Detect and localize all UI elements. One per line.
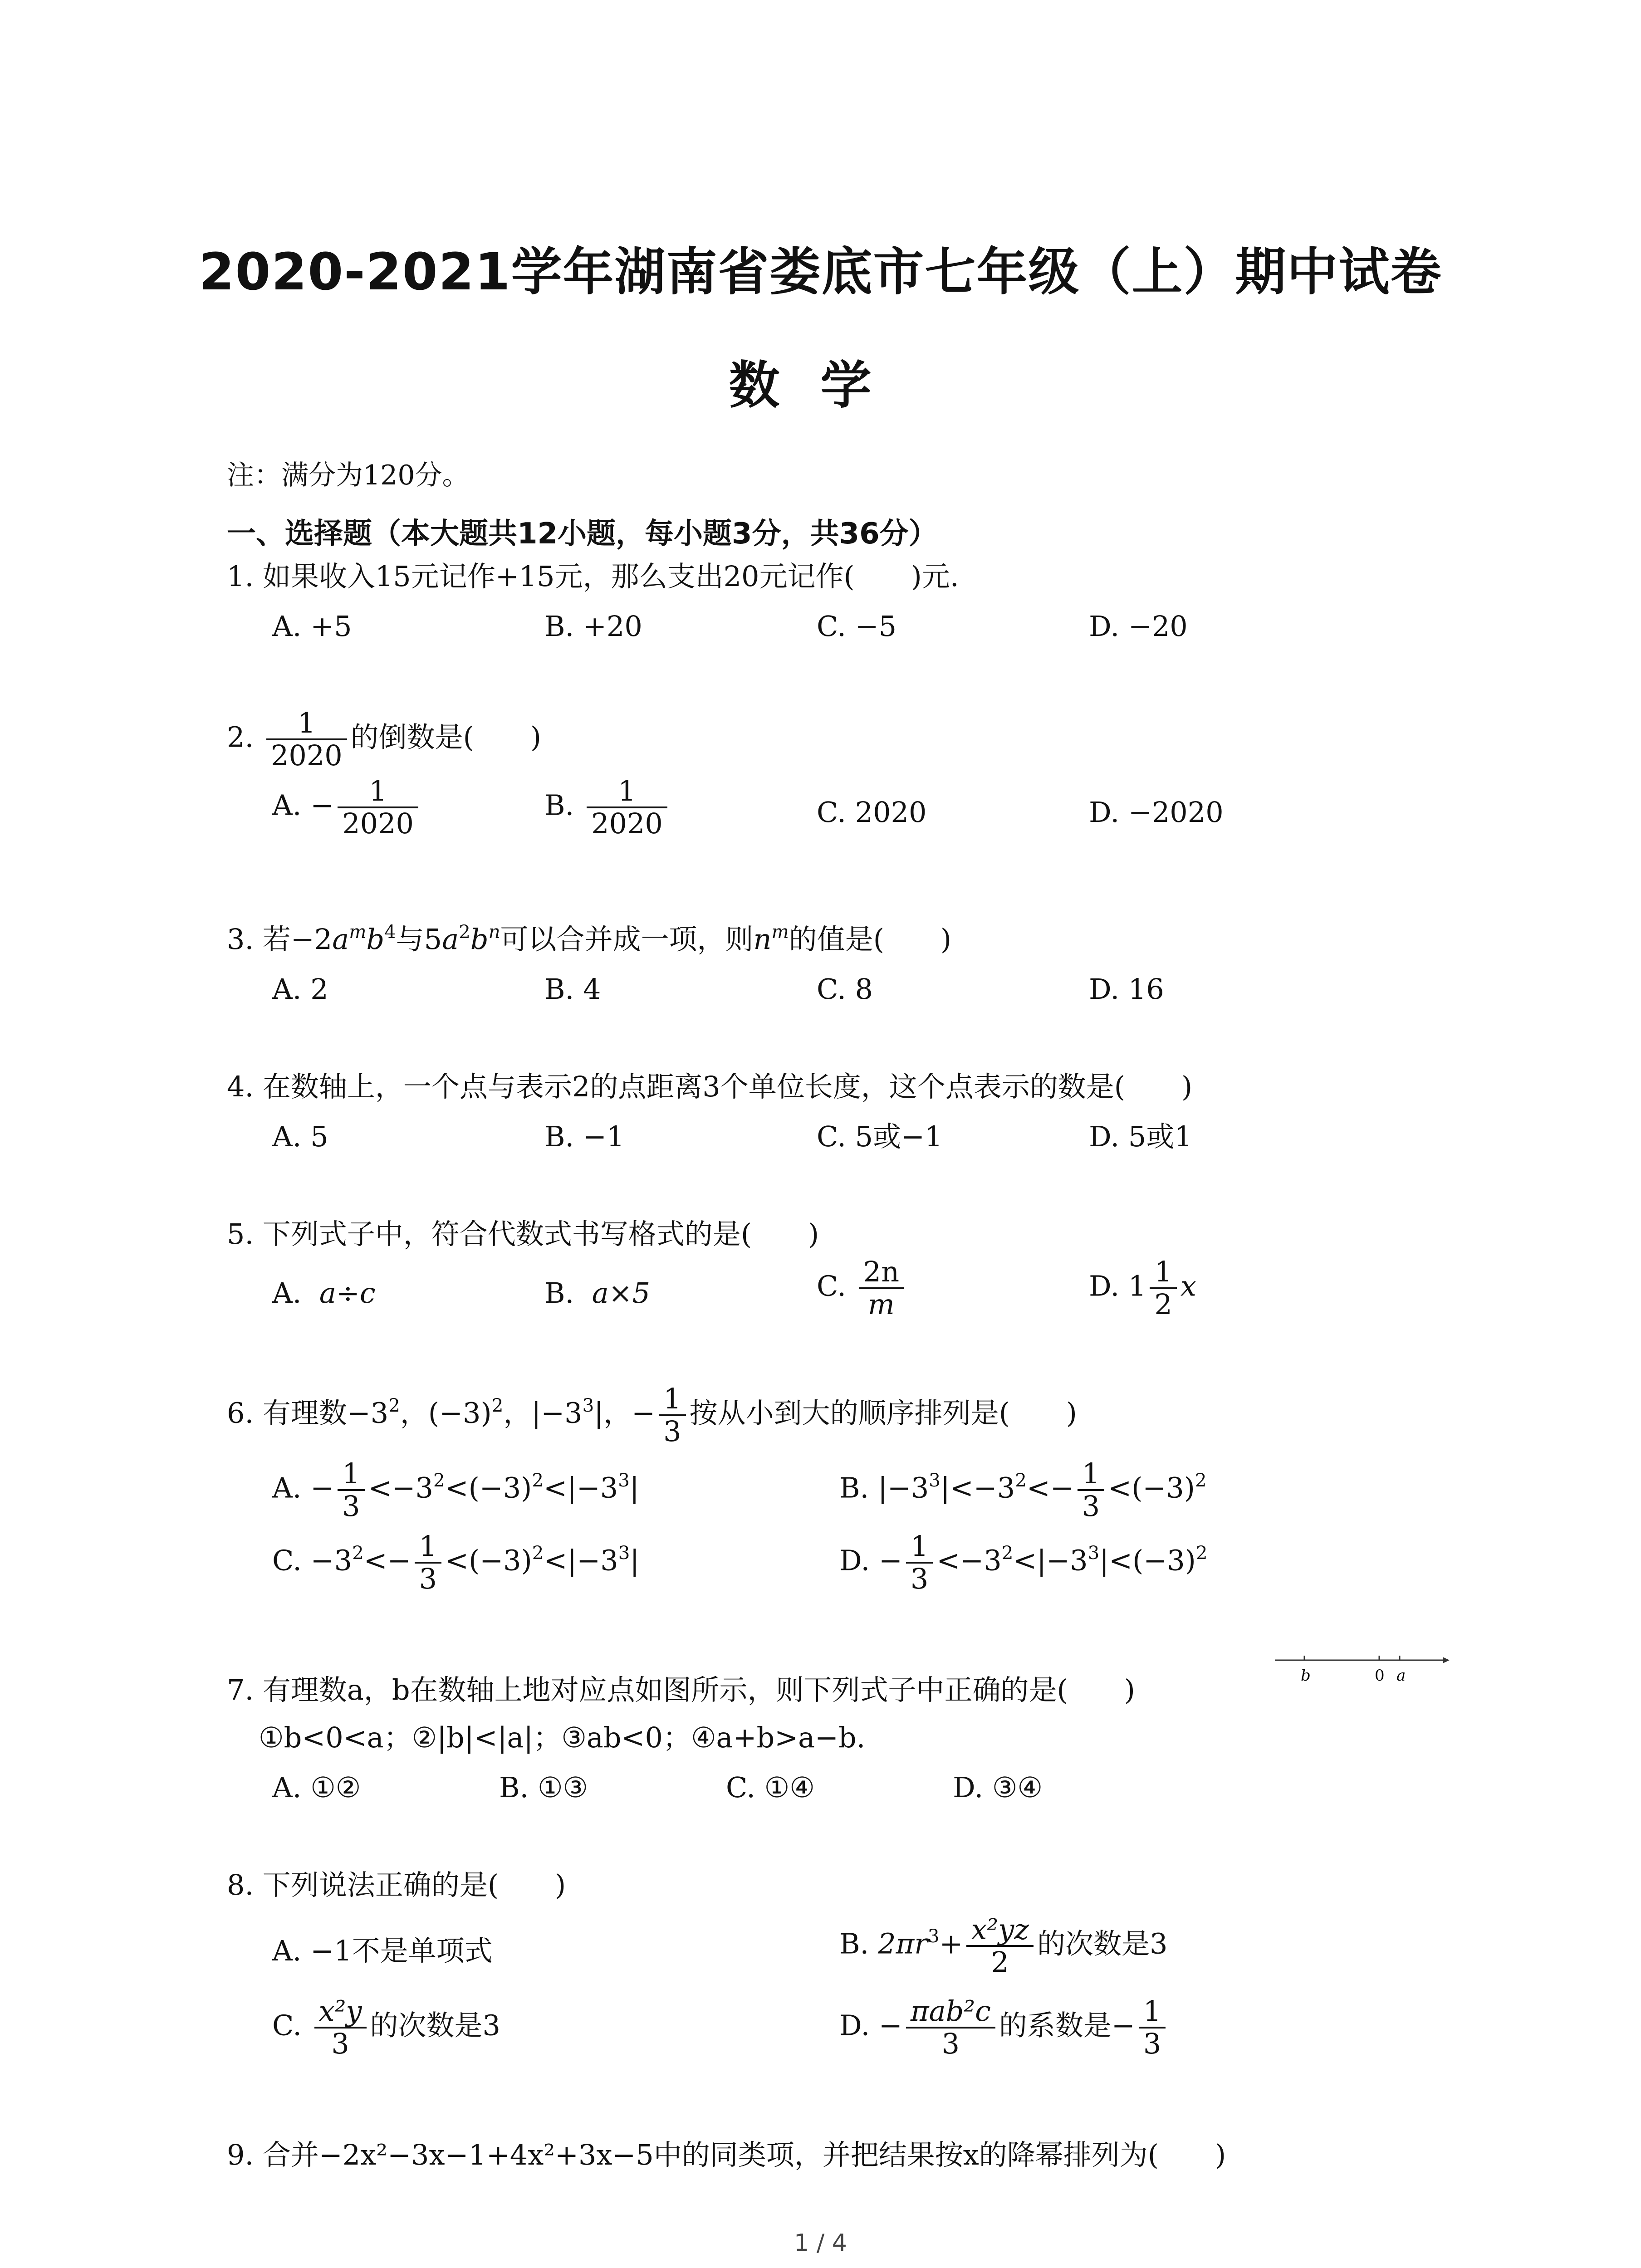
q2-option-c: C. 2020 [817,796,927,829]
q3-option-a: A. 2 [272,973,328,1006]
number-line-figure [1270,1642,1452,1692]
q4-option-a: A. 5 [272,1120,328,1153]
q7-option-d: D. ③④ [953,1771,1043,1804]
q6-option-d: D. − $\frac{1}{3}$ $<-3^2<|-3^3|<(-3)^2$ [839,1530,1208,1596]
question-7: 7. 有理数a，b在数轴上地对应点如图所示，则下列式子中正确的是( ) [227,1673,1135,1706]
fraction: $\frac{1}{2020}$ [266,708,347,771]
q7-option-c: C. ①④ [726,1771,815,1804]
q1-option-c: C. −5 [817,610,897,643]
question-7-statements: ①b<0<a；②|b|<|a|；③ab<0；④a+b>a−b. [259,1721,866,1754]
q6-option-c: C. $-3^2<-$ $\frac{1}{3}$ $<(-3)^2<|-3^3|$ [272,1530,640,1596]
q5-option-b: B. a×5 [544,1276,651,1310]
q1-option-d: D. −20 [1089,610,1188,643]
q1-option-a: A. +5 [272,610,352,643]
question-5: 5. 下列式子中，符合代数式书写格式的是( ) [227,1217,819,1251]
q5-option-a: A. a÷c [272,1276,376,1310]
score-note: 注：满分为120分。 [227,459,470,491]
q8-option-d: D. − $\frac{\text{πab²c}}{3}$ 的系数是− $\frac{1}{3}$ [839,1996,1169,2059]
q8-option-c: C. $\frac{\text{x²y}}{3}$ 的次数是3 [272,1994,500,2061]
q8-option-b: B. $2\pi r^3+$ $\frac{\text{x²yz}}{2}$ 的次数是3 [839,1913,1168,1979]
q2-option-d: D. −2020 [1089,796,1224,829]
q5-option-c: C. $\frac{2n}{m}$ [817,1256,907,1320]
q1-option-b: B. +20 [544,610,642,643]
axis-label-a: a [1396,1667,1406,1685]
q6-option-a: A. − $\frac{1}{3}$ $<-3^2<(-3)^2<|-3^3|$ [272,1457,639,1523]
question-3: 3. 若$-2a^mb^4$与$5a^2b^n$可以合并成一项，则$n^m$的值是( ) [227,921,952,956]
axis-label-b: b [1301,1667,1311,1685]
axis-label-0: 0 [1375,1667,1385,1685]
q3-option-d: D. 16 [1089,973,1164,1006]
q3-option-b: B. 4 [544,973,601,1006]
subject-title: 数学 [729,356,912,415]
question-9: 9. 合并−2x²−3x−1+4x²+3x−5中的同类项，并把结果按x的降幂排列为( ) [227,2138,1226,2171]
q8-option-a: A. −1不是单项式 [272,1934,493,1967]
question-4: 4. 在数轴上，一个点与表示2的点距离3个单位长度，这个点表示的数是( ) [227,1070,1193,1103]
q3-option-c: C. 8 [817,973,873,1006]
q4-option-b: B. −1 [544,1120,625,1153]
question-2: 2. $\frac{1}{2020}$ 的倒数是( ) [227,706,542,772]
page-number: 1 / 4 [794,2229,847,2257]
q7-option-a: A. ①② [272,1771,361,1804]
q2-option-b: B. $\frac{1}{2020}$ [544,776,671,839]
question-8: 8. 下列说法正确的是( ) [227,1868,566,1901]
q7-option-b: B. ①③ [499,1771,588,1804]
question-1: 1. 如果收入15元记作+15元，那么支出20元记作( )元. [227,560,959,593]
page-title: 2020-2021学年湖南省娄底市七年级（上）期中试卷 [199,243,1442,302]
q6-option-b: B. $|-3^3|<-3^2<-$ $\frac{1}{3}$ $<(-3)^2$ [839,1457,1207,1523]
question-6: 6. 有理数$-3^2$，$(-3)^2$，$|-3^3|$，− $\frac{1}{3}$ 按从小到大的顺序排列是( ) [227,1382,1077,1448]
q5-option-d: D. 1 $\frac{1}{2}$ x [1089,1255,1196,1321]
q4-option-d: D. 5或1 [1089,1120,1192,1153]
q2-option-a: A. − $\frac{1}{2020}$ [272,776,422,839]
section-heading: 一、选择题（本大题共12小题，每小题3分，共36分） [227,517,938,551]
q4-option-c: C. 5或−1 [817,1120,943,1153]
